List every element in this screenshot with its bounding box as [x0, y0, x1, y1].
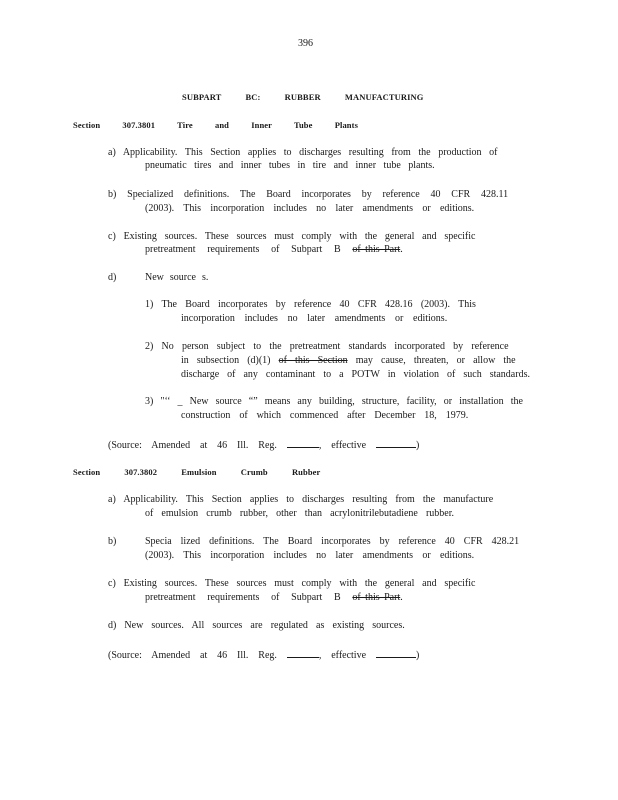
blank-line: [376, 647, 416, 658]
source-note: (Source: Amended at 46 Ill. Reg. , effective ): [108, 437, 419, 452]
struck-text: of this Part: [352, 592, 401, 603]
section-heading: Section 307.3802 Emulsion Crumb Rubber: [73, 467, 321, 477]
subsection-d1: 1) The Board incorporates by reference 40 CFR 428.16 (2003). This: [145, 299, 476, 310]
subpart-heading: SUBPART BC: RUBBER MANUFACTURING: [182, 92, 424, 102]
subsection-d2: 2) No person subject to the pretreatment standards incorporated by reference: [145, 341, 509, 352]
document-page: 396 SUBPART BC: RUBBER MANUFACTURING Section 307.3801 Tire and Inner Tube Plants a) Applicability. This Section applies to discharges resulting from the production of pneumatic tires and inner tubes in tire and inner tube plants. b) Specialized definitions. The Board incorporates by reference 40 CFR 428.11 (2003). This incorporation includes no later amendments or editions. c) Existing sources. These sources must comply with the general and specific pretreatment requirements of Subpart B of this Part. d) New source s. 1) The Board incorporates by reference 40 CFR 428.16 (2003). This incorporation includes no later amendments or editions. 2) No person subject to the pretreatment standards incorporated by reference in subsection (d)(1) of this Section may cause, threaten, or allow the discharge of any contaminant to a POTW in violation of such standards. 3) "‘‘ _ New source “” means any building, structure, facility, or installation the construction of which commenced after December 18, 1979. (Source: Amended at 46 Ill. Reg. , effective ) Section 307.3802 Emulsion Crumb Rubber a) Applicability. This Section applies to discharges resulting from the manufacture of emulsion crumb rubber, other than acrylonitrilebutadiene rubber. b) Specia lized definitions. The Board incorporates by reference 40 CFR 428.21 (2003). This incorporation includes no later amendments or editions. c) Existing sources. These sources must comply with the general and specific pretreatment requirements of Subpart B of this Part. d) New sources. All sources are regulated as existing sources. (Source: Amended at 46 Ill. Reg. , effective ): [73, 38, 530, 661]
struck-text: of this Part: [352, 244, 401, 255]
blank-line: [287, 437, 319, 448]
subsection-d3: 3) "‘‘ _ New source “” means any building, structure, facility, or installation the: [145, 396, 523, 407]
section-heading: Section 307.3801 Tire and Inner Tube Plants: [73, 120, 358, 130]
blank-line: [287, 647, 319, 658]
blank-line: [376, 437, 416, 448]
source-note: (Source: Amended at 46 Ill. Reg. , effective ): [108, 647, 419, 662]
struck-text: of this Section: [278, 355, 348, 366]
subsection-d-new-sources: d) New sources. All sources are regulated as existing sources.: [108, 620, 405, 631]
page-number: 396: [298, 38, 313, 49]
